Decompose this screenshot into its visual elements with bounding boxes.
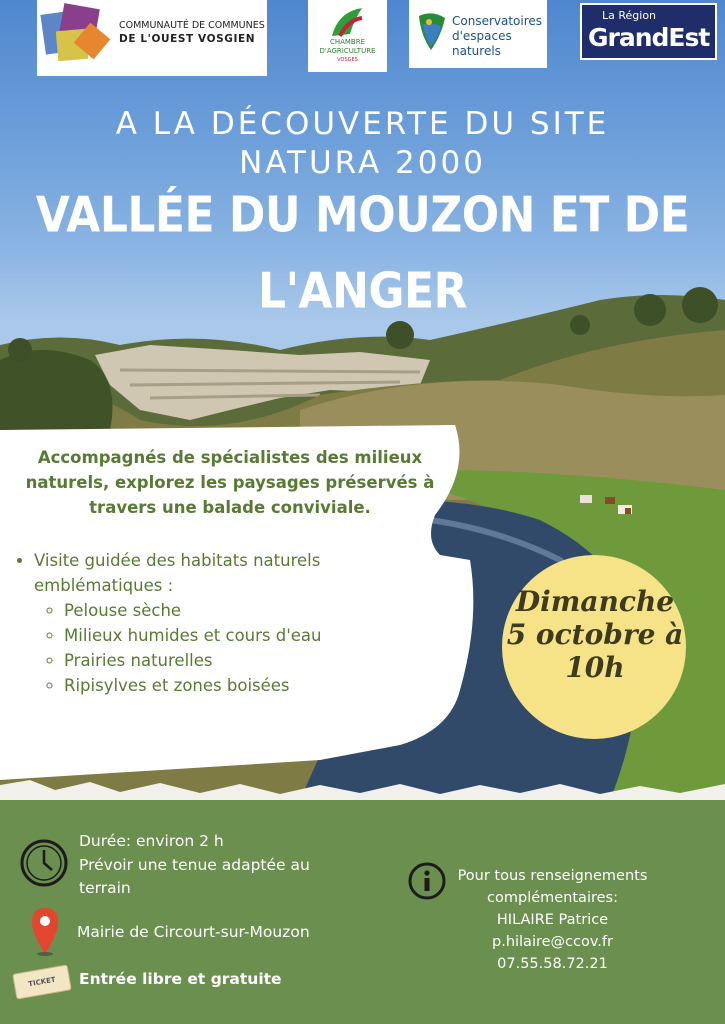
info-footer [0,800,725,1024]
contact-email[interactable]: p.hilaire@ccov.fr [492,934,613,950]
cen-line2: d'espaces [452,29,512,43]
habitat-item: ◦ Prairies naturelles [64,648,394,673]
region-big-text: GrandEst [588,23,710,52]
chambre-line1: CHAMBRE [329,38,366,46]
contact-phone[interactable]: 07.55.58.72.21 [497,956,608,972]
chambre-line2: D'AGRICULTURE [319,47,376,55]
contact-name: HILAIRE Patrice [496,912,609,928]
site-title-line1: VALLÉE DU MOUZON ET DE [35,186,690,245]
site-title-line2: L'ANGER [258,262,467,321]
chambre-line3: VOSGES [337,57,358,63]
title-line1: A LA DÉCOUVERTE DU SITE [115,106,610,142]
date-date: 5 octobre à [506,618,684,651]
ccov-mark-icon [43,4,109,68]
clock-icon [19,838,69,888]
info-line1: Pour tous renseignements [457,868,648,884]
visit-list-item [34,548,394,698]
duration-text: Durée: environ 2 h [79,832,224,850]
ccov-name-line2: DE L'OUEST VOSGIEN [119,33,256,45]
title-line2: NATURA 2000 [239,145,486,181]
cen-line1: Conservatoires [452,14,543,28]
info-line2: complémentaires: [487,890,618,906]
conservatoires-logo [409,0,547,68]
location-pin-icon [30,906,60,956]
cen-line3: naturels [452,44,501,58]
habitat-item: ◦ Pelouse sèche [64,598,394,623]
visit-main-text: Visite guidée des habitats naturels emblématiques : [34,551,321,595]
ticket-icon [12,964,72,999]
visit-list [14,548,394,698]
ticket-label: TICKET [27,975,57,989]
date-time: 10h [565,651,625,684]
habitat-item: ◦ Milieux humides et cours d'eau [64,623,394,648]
ccov-name-line1: COMMUNAUTÉ DE COMMUNES [119,20,265,31]
outfit-text-line1: Prévoir une tenue adaptée au [79,856,310,874]
date-text [490,585,700,684]
meeting-place: Mairie de Circourt-sur-Mouzon [77,923,310,941]
outfit-text-line2: terrain [79,879,131,897]
intro-text: Accompagnés de spécialistes des milieux naturels, explorez les paysages préservés à travers une balade conviviale. [25,448,435,517]
entry-text: Entrée libre et gratuite [79,970,282,988]
ccov-logo [37,0,267,76]
habitat-item: ◦ Ripisylves et zones boisées [64,673,394,698]
region-small-text: La Région [602,9,657,22]
date-day: Dimanche [515,585,675,618]
chambre-agriculture-logo [308,0,387,72]
conservatoire-mark-icon [417,12,447,52]
region-grand-est-logo [580,3,717,60]
leaf-icon [328,6,368,38]
